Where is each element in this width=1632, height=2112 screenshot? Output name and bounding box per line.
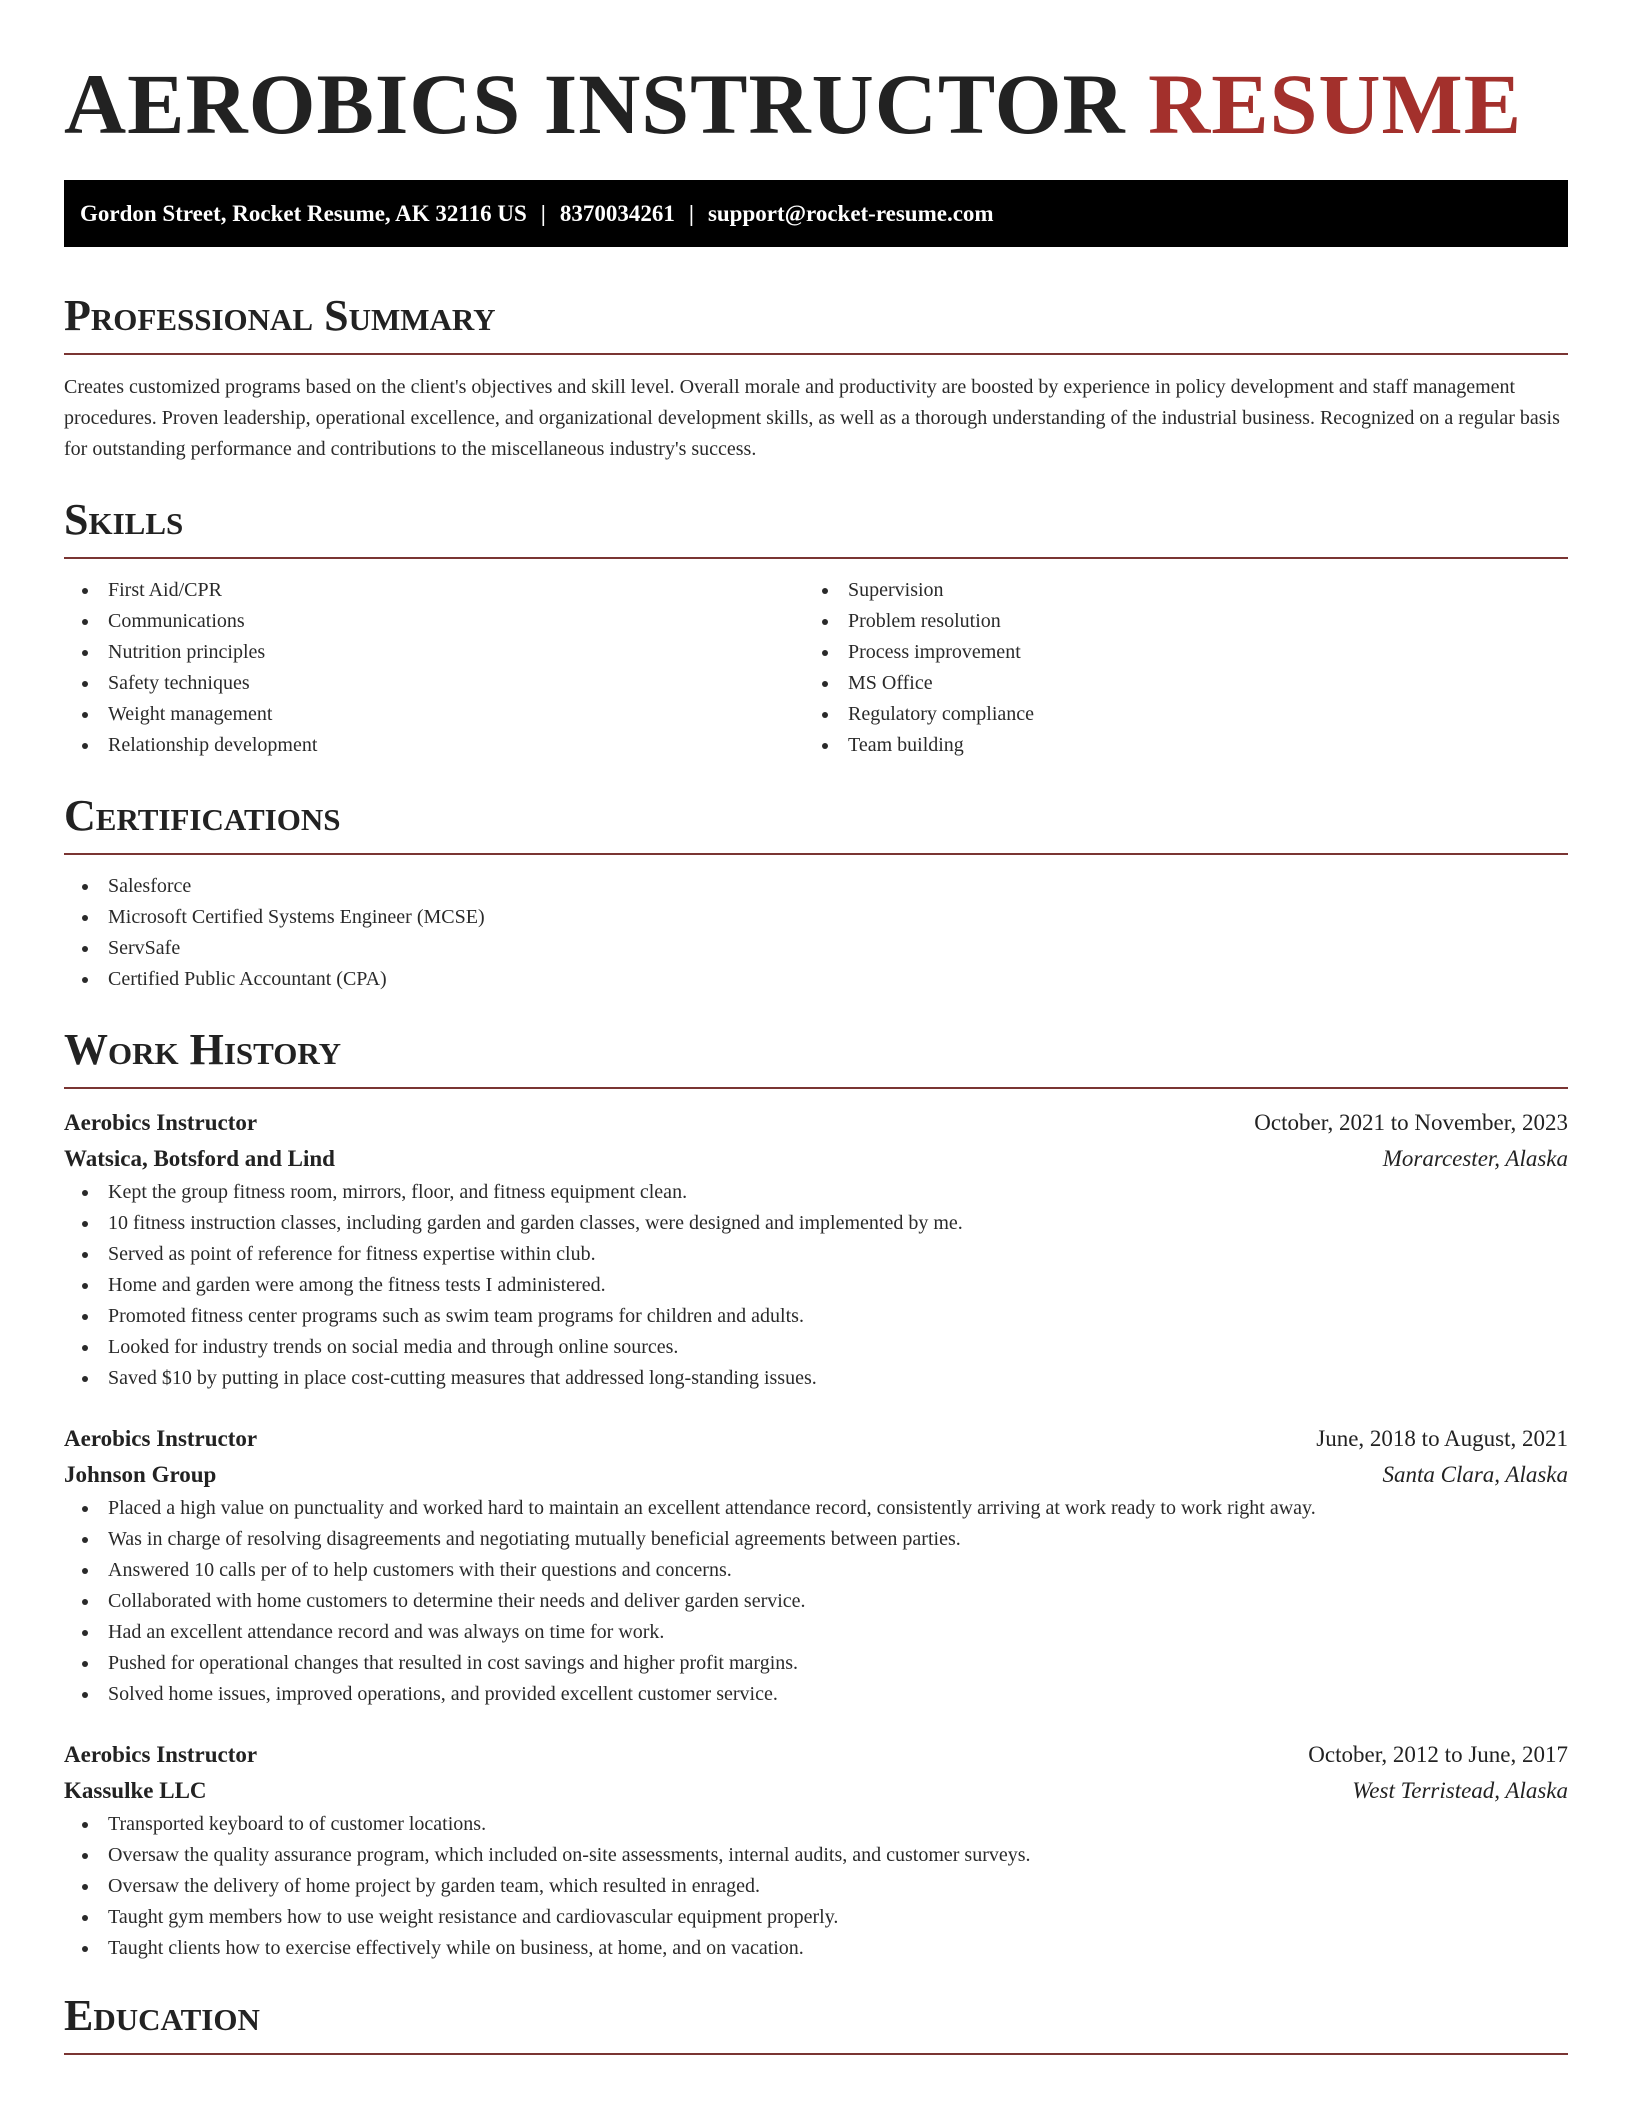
contact-email: support@rocket-resume.com	[707, 201, 994, 226]
certification-item: Microsoft Certified Systems Engineer (MCSE)	[64, 902, 1568, 933]
summary-heading: Professional Summary	[64, 291, 496, 340]
job-bullet: Oversaw the quality assurance program, which included on-site assessments, internal audits, and customer surveys.	[64, 1840, 1568, 1871]
job-dates: October, 2012 to June, 2017	[1308, 1742, 1568, 1767]
certification-item: Certified Public Accountant (CPA)	[64, 964, 1568, 995]
resume-title	[64, 0, 1568, 150]
skill-item: Safety techniques	[64, 668, 804, 699]
job-header	[64, 1421, 1568, 1457]
job-bullet: Taught gym members how to use weight resistance and cardiovascular equipment properly.	[64, 1902, 1568, 1933]
job-entry	[64, 1737, 1568, 1964]
summary-section	[64, 291, 1568, 465]
certification-item: Salesforce	[64, 871, 1568, 902]
education-section	[64, 1991, 1568, 2055]
education-heading: Education	[64, 1991, 260, 2040]
skills-section	[64, 495, 1568, 761]
title-main: AEROBICS INSTRUCTOR	[64, 56, 1126, 152]
job-subheader	[64, 1773, 1568, 1809]
job-company: Kassulke LLC	[64, 1778, 207, 1803]
job-dates: October, 2021 to November, 2023	[1254, 1110, 1568, 1135]
job-bullet: Transported keyboard to of customer locations.	[64, 1809, 1568, 1840]
job-bullet: Taught clients how to exercise effectively while on business, at home, and on vacation.	[64, 1933, 1568, 1964]
job-subheader	[64, 1457, 1568, 1493]
job-bullet: 10 fitness instruction classes, including garden and garden classes, were designed and implemented by me.	[64, 1208, 1568, 1239]
job-location: West Terristead, Alaska	[1352, 1778, 1568, 1803]
job-bullet: Pushed for operational changes that resulted in cost savings and higher profit margins.	[64, 1648, 1568, 1679]
job-location: Santa Clara, Alaska	[1382, 1462, 1568, 1487]
job-bullet: Served as point of reference for fitness expertise within club.	[64, 1239, 1568, 1270]
certifications-heading: Certifications	[64, 791, 341, 840]
job-bullet: Was in charge of resolving disagreements and negotiating mutually beneficial agreements between parties.	[64, 1524, 1568, 1555]
job-bullet: Answered 10 calls per of to help customers with their questions and concerns.	[64, 1555, 1568, 1586]
skill-item: Team building	[804, 730, 1544, 761]
skill-item: Process improvement	[804, 637, 1544, 668]
job-company: Watsica, Botsford and Lind	[64, 1146, 335, 1171]
work-history-section	[64, 1025, 1568, 1964]
skill-item: Problem resolution	[804, 606, 1544, 637]
section-divider	[64, 1087, 1568, 1089]
job-header	[64, 1737, 1568, 1773]
skills-list-right	[804, 575, 1544, 761]
job-subheader	[64, 1141, 1568, 1177]
job-bullet: Oversaw the delivery of home project by garden team, which resulted in enraged.	[64, 1871, 1568, 1902]
job-bullet: Saved $10 by putting in place cost-cutting measures that addressed long-standing issues.	[64, 1363, 1568, 1394]
skills-grid	[64, 575, 1568, 761]
skill-item: Nutrition principles	[64, 637, 804, 668]
skills-heading: Skills	[64, 495, 184, 544]
job-bullets	[64, 1493, 1568, 1710]
job-dates: June, 2018 to August, 2021	[1316, 1426, 1568, 1451]
contact-separator: |	[540, 201, 546, 226]
job-bullet: Looked for industry trends on social media and through online sources.	[64, 1332, 1568, 1363]
skill-item: MS Office	[804, 668, 1544, 699]
job-bullet: Collaborated with home customers to determine their needs and deliver garden service.	[64, 1586, 1568, 1617]
section-divider	[64, 2053, 1568, 2055]
summary-text: Creates customized programs based on the client's objectives and skill level. Overall morale and productivity are boosted by experience in policy development and staff management procedures. Proven leadership, operational excellence, and organizational development skills, as well as a thorough understanding of the industrial business. Recognized on a regular basis for outstanding performance and contributions to the miscellaneous industry's success.	[64, 376, 1560, 460]
work-history-heading: Work History	[64, 1025, 342, 1074]
job-company: Johnson Group	[64, 1462, 217, 1487]
job-title: Aerobics Instructor	[64, 1426, 258, 1451]
job-bullet: Solved home issues, improved operations, and provided excellent customer service.	[64, 1679, 1568, 1710]
section-divider	[64, 353, 1568, 355]
job-entry	[64, 1105, 1568, 1394]
job-bullet: Placed a high value on punctuality and worked hard to maintain an excellent attendance record, consistently arriving at work ready to work right away.	[64, 1493, 1568, 1524]
section-divider	[64, 557, 1568, 559]
job-bullet: Promoted fitness center programs such as swim team programs for children and adults.	[64, 1301, 1568, 1332]
job-header	[64, 1105, 1568, 1141]
skill-item: First Aid/CPR	[64, 575, 804, 606]
job-bullets	[64, 1177, 1568, 1394]
skill-item: Relationship development	[64, 730, 804, 761]
job-bullets	[64, 1809, 1568, 1964]
skills-list-left	[64, 575, 804, 761]
contact-separator: |	[688, 201, 694, 226]
skill-item: Weight management	[64, 699, 804, 730]
contact-address: Gordon Street, Rocket Resume, AK 32116 US	[80, 201, 527, 226]
job-location: Morarcester, Alaska	[1382, 1146, 1568, 1171]
job-title: Aerobics Instructor	[64, 1110, 258, 1135]
job-bullet: Home and garden were among the fitness tests I administered.	[64, 1270, 1568, 1301]
title-accent: RESUME	[1148, 56, 1523, 152]
skill-item: Supervision	[804, 575, 1544, 606]
skill-item: Communications	[64, 606, 804, 637]
job-bullet: Had an excellent attendance record and was always on time for work.	[64, 1617, 1568, 1648]
certifications-list	[64, 871, 1568, 995]
skill-item: Regulatory compliance	[804, 699, 1544, 730]
contact-bar	[64, 180, 1568, 247]
job-entry	[64, 1421, 1568, 1710]
job-title: Aerobics Instructor	[64, 1742, 258, 1767]
contact-phone: 8370034261	[559, 201, 675, 226]
certification-item: ServSafe	[64, 933, 1568, 964]
job-bullet: Kept the group fitness room, mirrors, floor, and fitness equipment clean.	[64, 1177, 1568, 1208]
section-divider	[64, 853, 1568, 855]
certifications-section	[64, 791, 1568, 995]
